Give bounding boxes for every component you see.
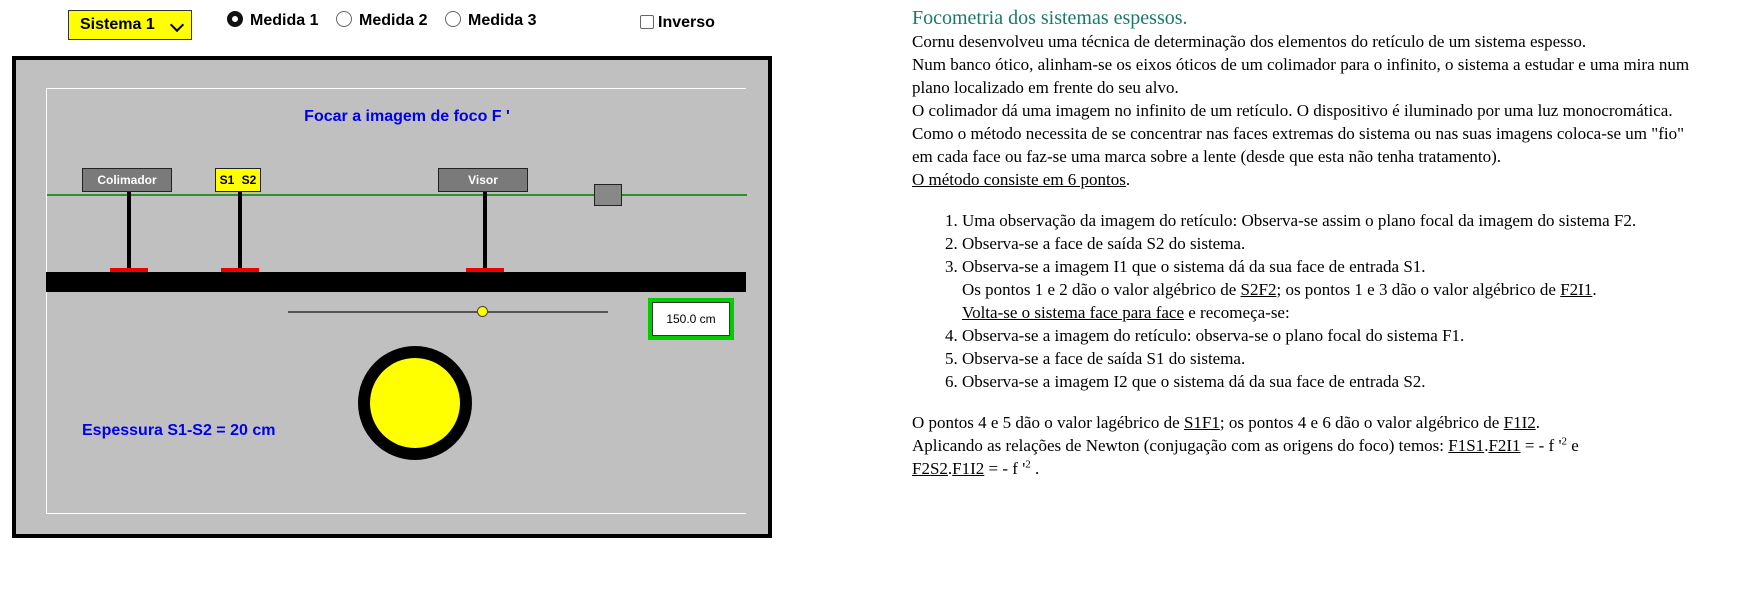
f1s1-link[interactable]: F1S1 bbox=[1448, 436, 1485, 455]
steps-list bbox=[912, 209, 1702, 393]
method-line bbox=[912, 168, 1702, 191]
result-paragraph bbox=[912, 411, 1702, 434]
intro-paragraph: Como o método necessita de se concentrar nas faces extremas do sistema ou nas suas imagens coloca-se um "fio" em cada face ou faz-se uma marca sobre a lente (desde que esta não tenha tratamento). bbox=[912, 124, 1685, 166]
position-slider-track[interactable] bbox=[288, 311, 608, 313]
radio-label: Medida 3 bbox=[468, 12, 537, 29]
s1-label: S1 bbox=[219, 173, 235, 187]
viewer: Visor bbox=[438, 168, 528, 192]
method-end: . bbox=[1125, 170, 1131, 189]
thickness-label: Espessura S1-S2 = 20 cm bbox=[82, 422, 276, 439]
viewer-post bbox=[483, 182, 487, 272]
f2s2-link[interactable]: F2S2 bbox=[912, 459, 948, 478]
radio-unchecked-icon bbox=[336, 11, 352, 27]
method-link[interactable]: O método consiste em 6 pontos bbox=[912, 170, 1126, 189]
f2i1-link[interactable]: F2I1 bbox=[1488, 436, 1521, 455]
simulation-instruction: Focar a imagem de foco F ' bbox=[304, 108, 510, 125]
text-run: O pontos 4 e 5 dão o valor lagébrico de bbox=[912, 413, 1184, 432]
radio-label: Medida 2 bbox=[359, 12, 428, 29]
step3-text: e recomeça-se: bbox=[1184, 303, 1290, 322]
f2i1-link[interactable]: F2I1 bbox=[1560, 280, 1593, 299]
step3-text: . bbox=[1592, 280, 1597, 299]
system-select[interactable] bbox=[68, 10, 192, 40]
list-item: 1. Uma observação da imagem do retículo: Observa-se assim o plano focal da imagem do sistema F2. bbox=[962, 209, 1702, 232]
optical-axis bbox=[47, 194, 747, 196]
s2f2-link[interactable]: S2F2 bbox=[1240, 280, 1277, 299]
optical-bench-simulation bbox=[12, 56, 772, 538]
radio-medida-3[interactable] bbox=[445, 12, 536, 30]
list-item: 4. Observa-se a imagem do retículo: observa-se o plano focal do sistema F1. bbox=[962, 324, 1702, 347]
radio-unchecked-icon bbox=[445, 11, 461, 27]
inverso-checkbox[interactable] bbox=[640, 14, 715, 32]
system-select-value: Sistema 1 bbox=[80, 16, 155, 33]
step3-text: Os pontos 1 e 2 dão o valor algébrico de bbox=[962, 280, 1241, 299]
viewer-image-disk bbox=[370, 358, 460, 448]
intro-paragraph: Cornu desenvolveu uma técnica de determinação dos elementos do retículo de um sistema espesso. bbox=[912, 32, 1587, 51]
list-item bbox=[962, 255, 1702, 324]
viewer-eyepiece bbox=[594, 184, 622, 206]
position-slider-knob[interactable] bbox=[477, 306, 488, 317]
radio-medida-1[interactable] bbox=[227, 12, 318, 30]
text-run: . bbox=[1535, 413, 1540, 432]
collimator: Colimador bbox=[82, 168, 172, 192]
intro-paragraph: O colimador dá uma imagem no infinito de um retículo. O dispositivo é iluminado por uma luz monocromática. bbox=[912, 101, 1673, 120]
explanation-text bbox=[912, 6, 1702, 480]
intro-paragraph: Num banco ótico, alinham-se os eixos óticos de um colimador para o infinito, o sistema a estudar e uma mira num plano localizado em frente do seu alvo. bbox=[912, 55, 1690, 97]
superscript: 2 bbox=[1025, 458, 1031, 471]
text-run: Aplicando as relações de Newton (conjugação com as origens do foco) temos: bbox=[912, 436, 1449, 455]
radio-label: Medida 1 bbox=[250, 12, 319, 29]
list-item: 2. Observa-se a face de saída S2 do sistema. bbox=[962, 232, 1702, 255]
optical-rail bbox=[46, 272, 746, 292]
checkbox-icon bbox=[640, 15, 654, 29]
list-item: 6. Observa-se a imagem I2 que o sistema dá da sua face de entrada S2. bbox=[962, 370, 1702, 393]
turn-system-link[interactable]: Volta-se o sistema face para face bbox=[962, 303, 1184, 322]
list-item: 5. Observa-se a face de saída S1 do sistema. bbox=[962, 347, 1702, 370]
text-run: e bbox=[1567, 436, 1579, 455]
text-run: ; os pontos 4 e 6 dão o valor algébrico de bbox=[1219, 413, 1504, 432]
text-run: . bbox=[947, 459, 953, 478]
text-run: . bbox=[1484, 436, 1489, 455]
checkbox-label: Inverso bbox=[658, 14, 715, 31]
list-item-text: Observa-se a imagem I1 que o sistema dá da sua face de entrada S1. bbox=[962, 257, 1426, 276]
text-run: . bbox=[1030, 459, 1040, 478]
radio-checked-icon bbox=[227, 11, 243, 27]
newton-paragraph bbox=[912, 434, 1702, 480]
system-s1-s2 bbox=[215, 168, 261, 192]
system-post bbox=[238, 182, 242, 272]
doc-title: Focometria dos sistemas espessos. bbox=[912, 7, 1188, 29]
step3-text: ; os pontos 1 e 3 dão o valor algébrico de bbox=[1276, 280, 1561, 299]
radio-medida-2[interactable] bbox=[336, 12, 427, 30]
s2-label: S2 bbox=[241, 173, 257, 187]
chevron-down-icon bbox=[170, 18, 184, 32]
f1i2-link[interactable]: F1I2 bbox=[1503, 413, 1536, 432]
simulation-background bbox=[16, 60, 768, 534]
text-run: = - f ' bbox=[984, 459, 1026, 478]
distance-display bbox=[648, 298, 734, 340]
distance-value: 150.0 cm bbox=[652, 302, 730, 336]
text-run: = - f ' bbox=[1520, 436, 1562, 455]
s1f1-link[interactable]: S1F1 bbox=[1183, 413, 1220, 432]
f1i2-link[interactable]: F1I2 bbox=[952, 459, 985, 478]
collimator-post bbox=[127, 182, 131, 272]
superscript: 2 bbox=[1561, 435, 1568, 448]
